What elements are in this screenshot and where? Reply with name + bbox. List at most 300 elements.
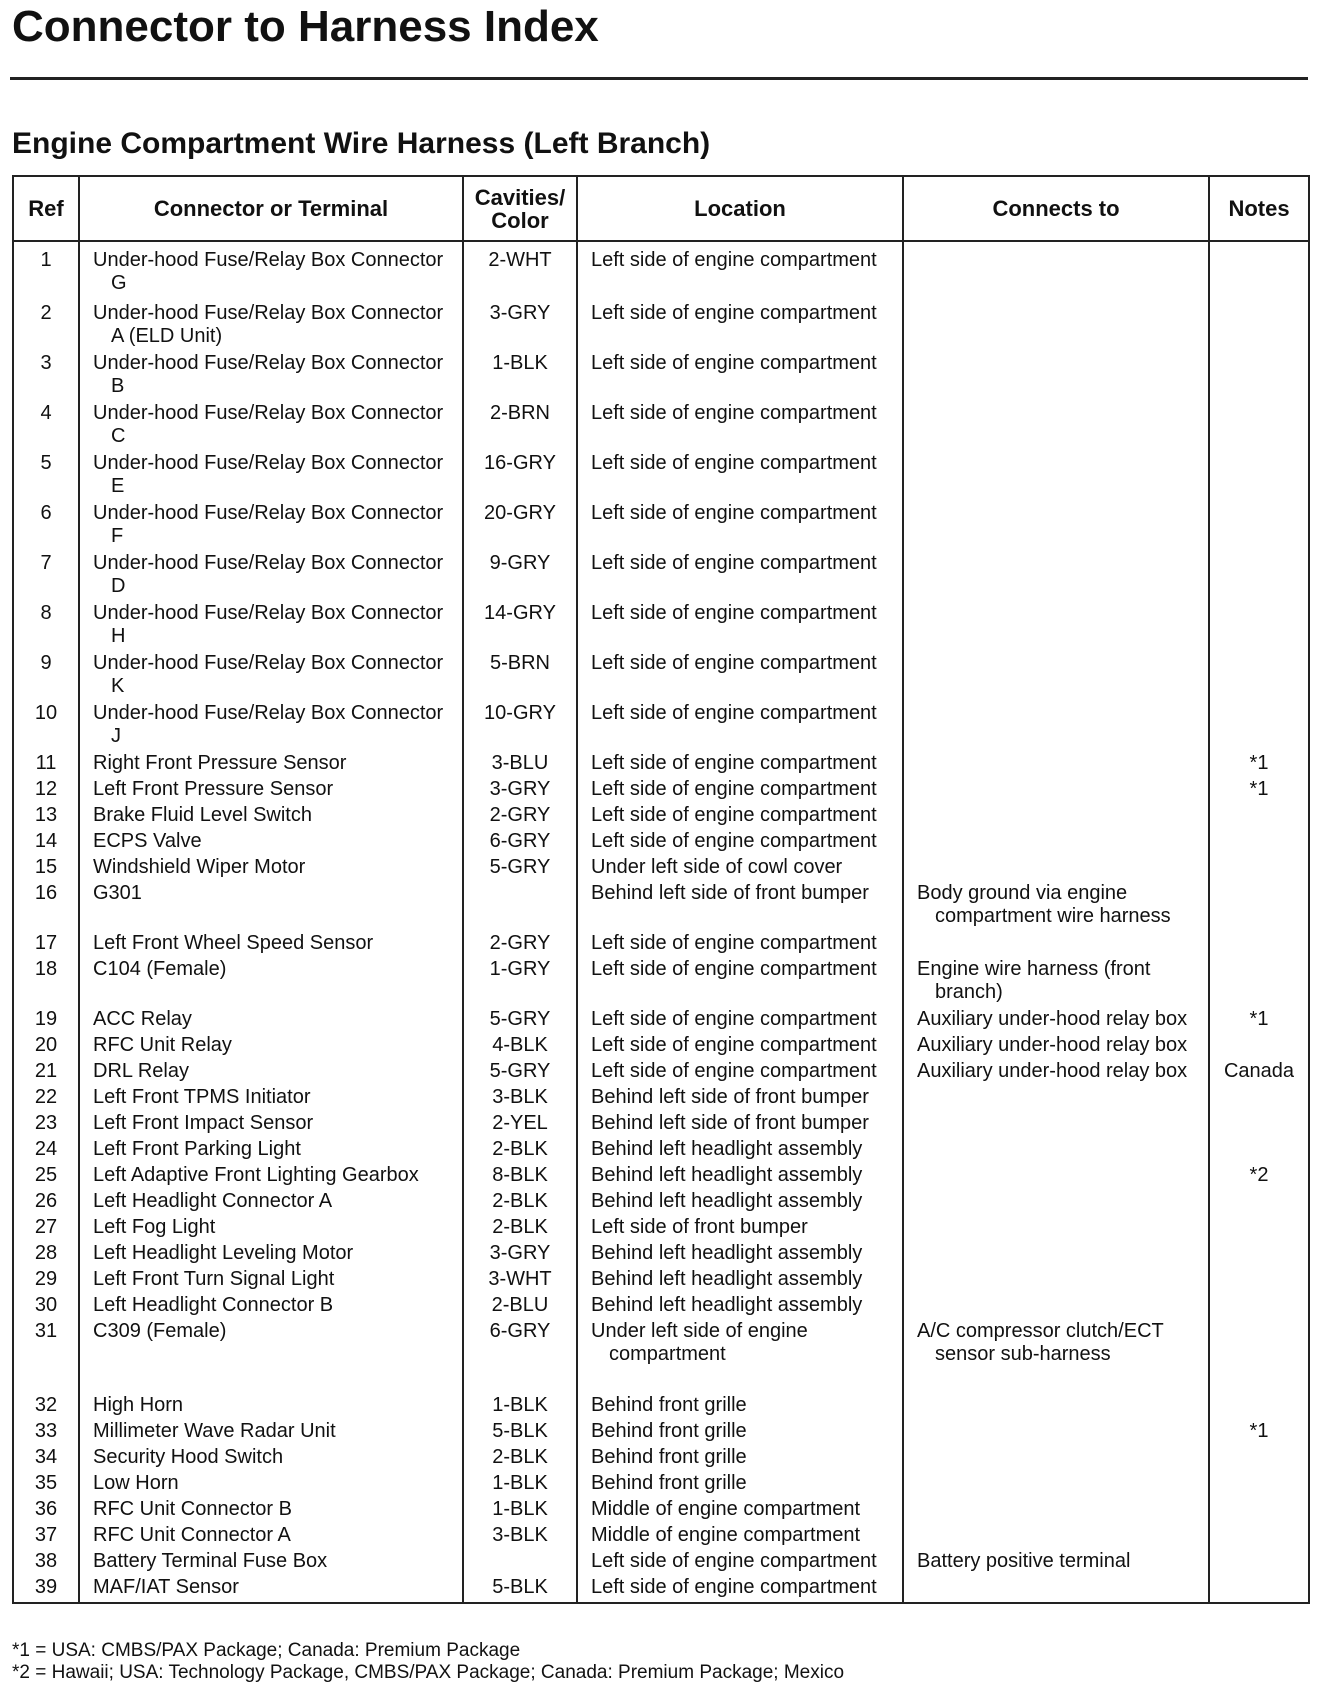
table-row [13, 804, 1309, 830]
cell-connector [79, 804, 463, 830]
cell-cavities [463, 1294, 577, 1320]
cell-connects-to-text: Auxiliary under-hood relay box [917, 1008, 1188, 1030]
cell-ref [13, 552, 79, 602]
cell-cavities-text: 16-GRY [484, 452, 556, 474]
cell-cavities-text: 2-BLU [491, 1294, 549, 1316]
cell-location [577, 552, 903, 602]
cell-connector [79, 1446, 463, 1472]
cell-ref [13, 958, 79, 1008]
table-row [13, 1472, 1309, 1498]
cell-connector [79, 1216, 463, 1242]
cell-ref-text: 7 [40, 552, 52, 574]
table-row [13, 1394, 1309, 1420]
cell-connector [79, 778, 463, 804]
cell-connects-to [903, 1268, 1209, 1294]
cell-ref [13, 1472, 79, 1498]
cell-cavities-text: 5-GRY [489, 1060, 551, 1082]
cell-ref-text: 1 [40, 249, 52, 271]
cell-connector-text: Millimeter Wave Radar Unit [93, 1420, 336, 1442]
cell-connector-text: Under-hood Fuse/Relay Box Connector C [93, 402, 444, 447]
cell-ref-text: 11 [35, 752, 57, 774]
cell-cavities-text: 1-BLK [492, 1394, 548, 1416]
cell-cavities-text: 1-BLK [492, 1472, 548, 1494]
cell-ref [13, 452, 79, 502]
cell-ref [13, 502, 79, 552]
cell-ref-text: 28 [34, 1242, 58, 1264]
cell-notes [1209, 1138, 1309, 1164]
cell-connects-to [903, 452, 1209, 502]
cell-ref [13, 1394, 79, 1420]
cell-ref [13, 241, 79, 302]
cell-cavities [463, 1524, 577, 1550]
cell-location [577, 1164, 903, 1190]
table-row [13, 1498, 1309, 1524]
cell-ref-text: 20 [34, 1034, 58, 1056]
cell-connects-to [903, 702, 1209, 752]
cell-connector [79, 652, 463, 702]
cell-location [577, 402, 903, 452]
table-row [13, 1420, 1309, 1446]
cell-location-text: Under left side of cowl cover [591, 856, 843, 878]
cell-cavities-text: 2-BLK [492, 1446, 548, 1468]
page-title: Connector to Harness Index [12, 2, 599, 51]
cell-cavities-text: 8-BLK [492, 1164, 548, 1186]
cell-notes [1209, 302, 1309, 352]
cell-cavities-text: 5-GRY [489, 1008, 551, 1030]
cell-location [577, 1576, 903, 1603]
cell-notes [1209, 1472, 1309, 1498]
cell-connector-text: Left Front TPMS Initiator [93, 1086, 311, 1108]
cell-location [577, 1550, 903, 1576]
cell-cavities [463, 958, 577, 1008]
cell-cavities [463, 1394, 577, 1420]
cell-cavities-text: 2-BRN [489, 402, 550, 424]
cell-notes [1209, 752, 1309, 778]
cell-connector-text: Windshield Wiper Motor [93, 856, 306, 878]
cell-connector [79, 1498, 463, 1524]
cell-connector [79, 1086, 463, 1112]
cell-connector-text: Left Front Wheel Speed Sensor [93, 932, 374, 954]
cell-connector [79, 1472, 463, 1498]
cell-location [577, 1472, 903, 1498]
table-row [13, 402, 1309, 452]
cell-location [577, 882, 903, 932]
cell-ref-text: 21 [34, 1060, 58, 1082]
cell-ref [13, 1294, 79, 1320]
cell-connector-text: Under-hood Fuse/Relay Box Connector H [93, 602, 444, 647]
cell-location [577, 1420, 903, 1446]
cell-connector [79, 1294, 463, 1320]
cell-notes [1209, 1446, 1309, 1472]
cell-ref [13, 1576, 79, 1603]
cell-notes [1209, 452, 1309, 502]
cell-location-text: Behind left side of front bumper [591, 1086, 869, 1108]
cell-location-text: Behind left headlight assembly [591, 1164, 863, 1186]
cell-ref-text: 14 [34, 830, 58, 852]
cell-cavities-text: 1-BLK [492, 1498, 548, 1520]
cell-location-text: Left side of engine compartment [591, 1060, 877, 1082]
cell-location [577, 1320, 903, 1394]
cell-connector [79, 1034, 463, 1060]
cell-connects-to [903, 1190, 1209, 1216]
cell-location [577, 856, 903, 882]
cell-cavities [463, 402, 577, 452]
table-body [13, 241, 1309, 1603]
cell-ref-text: 9 [40, 652, 52, 674]
table-row [13, 241, 1309, 302]
cell-cavities-text: 5-BLK [492, 1420, 548, 1442]
cell-location-text: Behind left headlight assembly [591, 1294, 863, 1316]
cell-ref-text: 36 [34, 1498, 58, 1520]
cell-ref [13, 1550, 79, 1576]
cell-cavities-text: 6-GRY [489, 830, 551, 852]
cell-location-text: Left side of engine compartment [591, 1008, 877, 1030]
cell-connector [79, 402, 463, 452]
cell-location-text: Left side of engine compartment [591, 804, 877, 826]
cell-notes [1209, 652, 1309, 702]
cell-notes [1209, 1394, 1309, 1420]
cell-location [577, 1190, 903, 1216]
cell-ref-text: 23 [34, 1112, 58, 1134]
cell-cavities-text: 2-YEL [492, 1112, 548, 1134]
table-row [13, 702, 1309, 752]
cell-connector-text: Left Front Pressure Sensor [93, 778, 334, 800]
cell-connects-to [903, 602, 1209, 652]
cell-ref [13, 1242, 79, 1268]
cell-connector [79, 1268, 463, 1294]
cell-ref-text: 29 [34, 1268, 58, 1290]
cell-notes [1209, 402, 1309, 452]
connector-index-table [12, 175, 1310, 1604]
cell-connector [79, 1164, 463, 1190]
cell-cavities [463, 1420, 577, 1446]
cell-location [577, 1138, 903, 1164]
cell-connector-text: Left Adaptive Front Lighting Gearbox [93, 1164, 419, 1186]
cell-location [577, 602, 903, 652]
cell-cavities [463, 452, 577, 502]
cell-ref-text: 12 [34, 778, 58, 800]
cell-cavities-text: 5-BLK [492, 1576, 548, 1598]
cell-ref-text: 38 [34, 1550, 58, 1572]
cell-notes-text: *1 [1249, 1008, 1269, 1030]
cell-cavities [463, 1060, 577, 1086]
cell-connector-text: DRL Relay [93, 1060, 189, 1082]
cell-cavities-text: 20-GRY [484, 502, 556, 524]
cell-ref-text: 26 [34, 1190, 58, 1212]
cell-location [577, 1086, 903, 1112]
cell-connector [79, 1190, 463, 1216]
cell-cavities [463, 1190, 577, 1216]
cell-connects-to [903, 752, 1209, 778]
table-row [13, 1008, 1309, 1034]
cell-location-text: Behind front grille [591, 1446, 747, 1468]
cell-cavities [463, 241, 577, 302]
cell-location [577, 1524, 903, 1550]
cell-cavities [463, 1216, 577, 1242]
table-row [13, 502, 1309, 552]
cell-connector [79, 882, 463, 932]
cell-location-text: Behind front grille [591, 1394, 747, 1416]
cell-cavities [463, 882, 577, 932]
cell-cavities [463, 1138, 577, 1164]
cell-connector-text: Security Hood Switch [93, 1446, 284, 1468]
cell-cavities [463, 1498, 577, 1524]
table-row [13, 352, 1309, 402]
cell-notes [1209, 932, 1309, 958]
cell-connector-text: Left Headlight Connector B [93, 1294, 334, 1316]
cell-ref [13, 1446, 79, 1472]
cell-cavities [463, 1472, 577, 1498]
cell-ref-text: 5 [40, 452, 52, 474]
cell-connector [79, 1394, 463, 1420]
cell-connector-text: Left Headlight Leveling Motor [93, 1242, 354, 1264]
table-row [13, 452, 1309, 502]
cell-connector-text: Low Horn [93, 1472, 179, 1494]
cell-connector-text: Left Front Turn Signal Light [93, 1268, 335, 1290]
cell-notes-text: *1 [1249, 778, 1269, 800]
cell-connector [79, 1320, 463, 1394]
cell-location [577, 241, 903, 302]
cell-connector-text: RFC Unit Connector A [93, 1524, 291, 1546]
cell-location-text: Behind left side of front bumper [591, 882, 869, 904]
footnote-1: *1 = USA: CMBS/PAX Package; Canada: Premium Package [12, 1640, 521, 1661]
cell-ref [13, 1138, 79, 1164]
cell-connects-to [903, 552, 1209, 602]
table-row [13, 1190, 1309, 1216]
table-row [13, 1320, 1309, 1394]
cell-notes [1209, 1112, 1309, 1138]
header-location: Location [577, 176, 903, 241]
cell-connector-text: RFC Unit Connector B [93, 1498, 292, 1520]
cell-connector [79, 1242, 463, 1268]
cell-cavities [463, 830, 577, 856]
cell-notes [1209, 804, 1309, 830]
table-row [13, 1268, 1309, 1294]
table-row [13, 1164, 1309, 1190]
cell-ref [13, 1420, 79, 1446]
cell-ref [13, 830, 79, 856]
cell-connector-text: Battery Terminal Fuse Box [93, 1550, 328, 1572]
table-header [13, 176, 1309, 241]
table-row [13, 552, 1309, 602]
cell-location-text: Left side of engine compartment [591, 778, 877, 800]
cell-cavities [463, 352, 577, 402]
table-row [13, 752, 1309, 778]
cell-connector-text: Under-hood Fuse/Relay Box Connector J [93, 702, 444, 747]
cell-notes [1209, 502, 1309, 552]
table-row [13, 652, 1309, 702]
cell-notes [1209, 1498, 1309, 1524]
cell-connects-to-text: Battery positive terminal [917, 1550, 1131, 1572]
cell-connects-to [903, 1086, 1209, 1112]
cell-location-text: Behind left headlight assembly [591, 1242, 863, 1264]
cell-notes [1209, 1034, 1309, 1060]
cell-ref-text: 18 [34, 958, 58, 980]
cell-ref-text: 32 [34, 1394, 58, 1416]
cell-connector [79, 958, 463, 1008]
table-row [13, 1138, 1309, 1164]
cell-location [577, 778, 903, 804]
cell-connector-text: Left Front Impact Sensor [93, 1112, 314, 1134]
cell-cavities [463, 856, 577, 882]
table-row [13, 1086, 1309, 1112]
cell-ref-text: 30 [34, 1294, 58, 1316]
cell-ref [13, 1190, 79, 1216]
cell-connects-to [903, 856, 1209, 882]
cell-location [577, 752, 903, 778]
cell-connects-to-text: A/C compressor clutch/ECT sensor sub-harness [917, 1320, 1164, 1365]
cell-connector [79, 502, 463, 552]
cell-connector-text: Left Headlight Connector A [93, 1190, 333, 1212]
cell-connects-to [903, 1320, 1209, 1394]
cell-location-text: Left side of engine compartment [591, 1550, 877, 1572]
cell-location [577, 1216, 903, 1242]
section-title: Engine Compartment Wire Harness (Left Branch) [12, 127, 711, 160]
cell-location [577, 1112, 903, 1138]
cell-location-text: Left side of engine compartment [591, 249, 877, 271]
cell-connects-to [903, 502, 1209, 552]
cell-ref-text: 16 [34, 882, 58, 904]
cell-ref [13, 1498, 79, 1524]
cell-cavities [463, 602, 577, 652]
cell-ref [13, 352, 79, 402]
cell-connects-to [903, 1294, 1209, 1320]
cell-cavities-text: 2-WHT [488, 249, 552, 271]
cell-location [577, 652, 903, 702]
table-row [13, 1242, 1309, 1268]
cell-ref [13, 1216, 79, 1242]
cell-location [577, 502, 903, 552]
cell-location [577, 1394, 903, 1420]
cell-cavities [463, 1112, 577, 1138]
cell-connector [79, 1550, 463, 1576]
cell-cavities-text: 3-GRY [489, 302, 551, 324]
cell-location-text: Left side of engine compartment [591, 452, 877, 474]
cell-cavities-text: 2-GRY [489, 804, 551, 826]
header-row [13, 176, 1309, 241]
cell-connector [79, 1524, 463, 1550]
cell-cavities [463, 502, 577, 552]
cell-connects-to [903, 1034, 1209, 1060]
cell-connector [79, 702, 463, 752]
cell-notes [1209, 830, 1309, 856]
cell-location-text: Left side of front bumper [591, 1216, 808, 1238]
cell-connector-text: Under-hood Fuse/Relay Box Connector D [93, 552, 444, 597]
cell-connects-to [903, 1524, 1209, 1550]
cell-ref [13, 856, 79, 882]
cell-location [577, 1294, 903, 1320]
cell-location-text: Left side of engine compartment [591, 402, 877, 424]
cell-location [577, 1060, 903, 1086]
cell-connector-text: High Horn [93, 1394, 184, 1416]
cell-ref-text: 34 [34, 1446, 58, 1468]
cell-ref-text: 10 [34, 702, 58, 724]
cell-connects-to [903, 804, 1209, 830]
cell-connector-text: ECPS Valve [93, 830, 202, 852]
cell-ref-text: 19 [34, 1008, 58, 1030]
cell-notes [1209, 352, 1309, 402]
table-row [13, 1112, 1309, 1138]
cell-location-text: Left side of engine compartment [591, 958, 877, 980]
cell-connector-text: Under-hood Fuse/Relay Box Connector G [93, 249, 444, 294]
cell-cavities-text: 2-BLK [492, 1216, 548, 1238]
cell-location-text: Left side of engine compartment [591, 502, 877, 524]
cell-cavities [463, 1446, 577, 1472]
cell-cavities [463, 1008, 577, 1034]
header-cavities [463, 176, 577, 241]
cell-location-text: Left side of engine compartment [591, 702, 877, 724]
header-cavities-line2: Color [491, 207, 549, 233]
cell-location [577, 1034, 903, 1060]
footnote-2: *2 = Hawaii; USA: Technology Package, CMBS/PAX Package; Canada: Premium Package; Mexico [12, 1662, 845, 1683]
cell-location-text: Left side of engine compartment [591, 352, 877, 374]
cell-connects-to [903, 778, 1209, 804]
header-connector: Connector or Terminal [79, 176, 463, 241]
cell-connector-text: Under-hood Fuse/Relay Box Connector F [93, 502, 444, 547]
table-row [13, 302, 1309, 352]
cell-connector [79, 1138, 463, 1164]
cell-location [577, 958, 903, 1008]
cell-cavities [463, 778, 577, 804]
cell-connects-to-text: Auxiliary under-hood relay box [917, 1060, 1188, 1082]
cell-connects-to [903, 1164, 1209, 1190]
cell-notes [1209, 1086, 1309, 1112]
cell-cavities-text: 3-BLU [491, 752, 549, 774]
table-row [13, 1216, 1309, 1242]
cell-cavities-text: 5-BRN [489, 652, 550, 674]
cell-connects-to-text: Auxiliary under-hood relay box [917, 1034, 1188, 1056]
cell-notes [1209, 1190, 1309, 1216]
cell-connector [79, 1008, 463, 1034]
cell-connector [79, 856, 463, 882]
cell-ref-text: 13 [34, 804, 58, 826]
cell-cavities [463, 1268, 577, 1294]
cell-ref-text: 3 [40, 352, 52, 374]
cell-cavities-text: 3-BLK [492, 1524, 548, 1546]
cell-ref [13, 702, 79, 752]
cell-notes [1209, 856, 1309, 882]
cell-location-text: Left side of engine compartment [591, 302, 877, 324]
cell-connector-text: Under-hood Fuse/Relay Box Connector A (ELD Unit) [93, 302, 444, 347]
table-row [13, 778, 1309, 804]
cell-cavities-text: 2-GRY [489, 932, 551, 954]
cell-cavities [463, 804, 577, 830]
cell-connector [79, 1112, 463, 1138]
cell-connects-to [903, 1216, 1209, 1242]
cell-cavities [463, 302, 577, 352]
cell-notes [1209, 778, 1309, 804]
cell-location-text: Left side of engine compartment [591, 752, 877, 774]
cell-connector-text: G301 [93, 882, 142, 904]
cell-ref-text: 27 [34, 1216, 58, 1238]
cell-cavities [463, 1086, 577, 1112]
cell-notes-text: *1 [1249, 752, 1269, 774]
cell-ref-text: 22 [34, 1086, 58, 1108]
cell-location [577, 702, 903, 752]
cell-location [577, 804, 903, 830]
header-connects-to: Connects to [903, 176, 1209, 241]
cell-ref [13, 752, 79, 778]
cell-location [577, 1268, 903, 1294]
cell-location-text: Left side of engine compartment [591, 1034, 877, 1056]
cell-location [577, 352, 903, 402]
cell-ref [13, 602, 79, 652]
cell-ref [13, 1164, 79, 1190]
cell-connector [79, 932, 463, 958]
cell-connector [79, 1420, 463, 1446]
cell-cavities-text: 2-BLK [492, 1190, 548, 1212]
cell-notes [1209, 241, 1309, 302]
